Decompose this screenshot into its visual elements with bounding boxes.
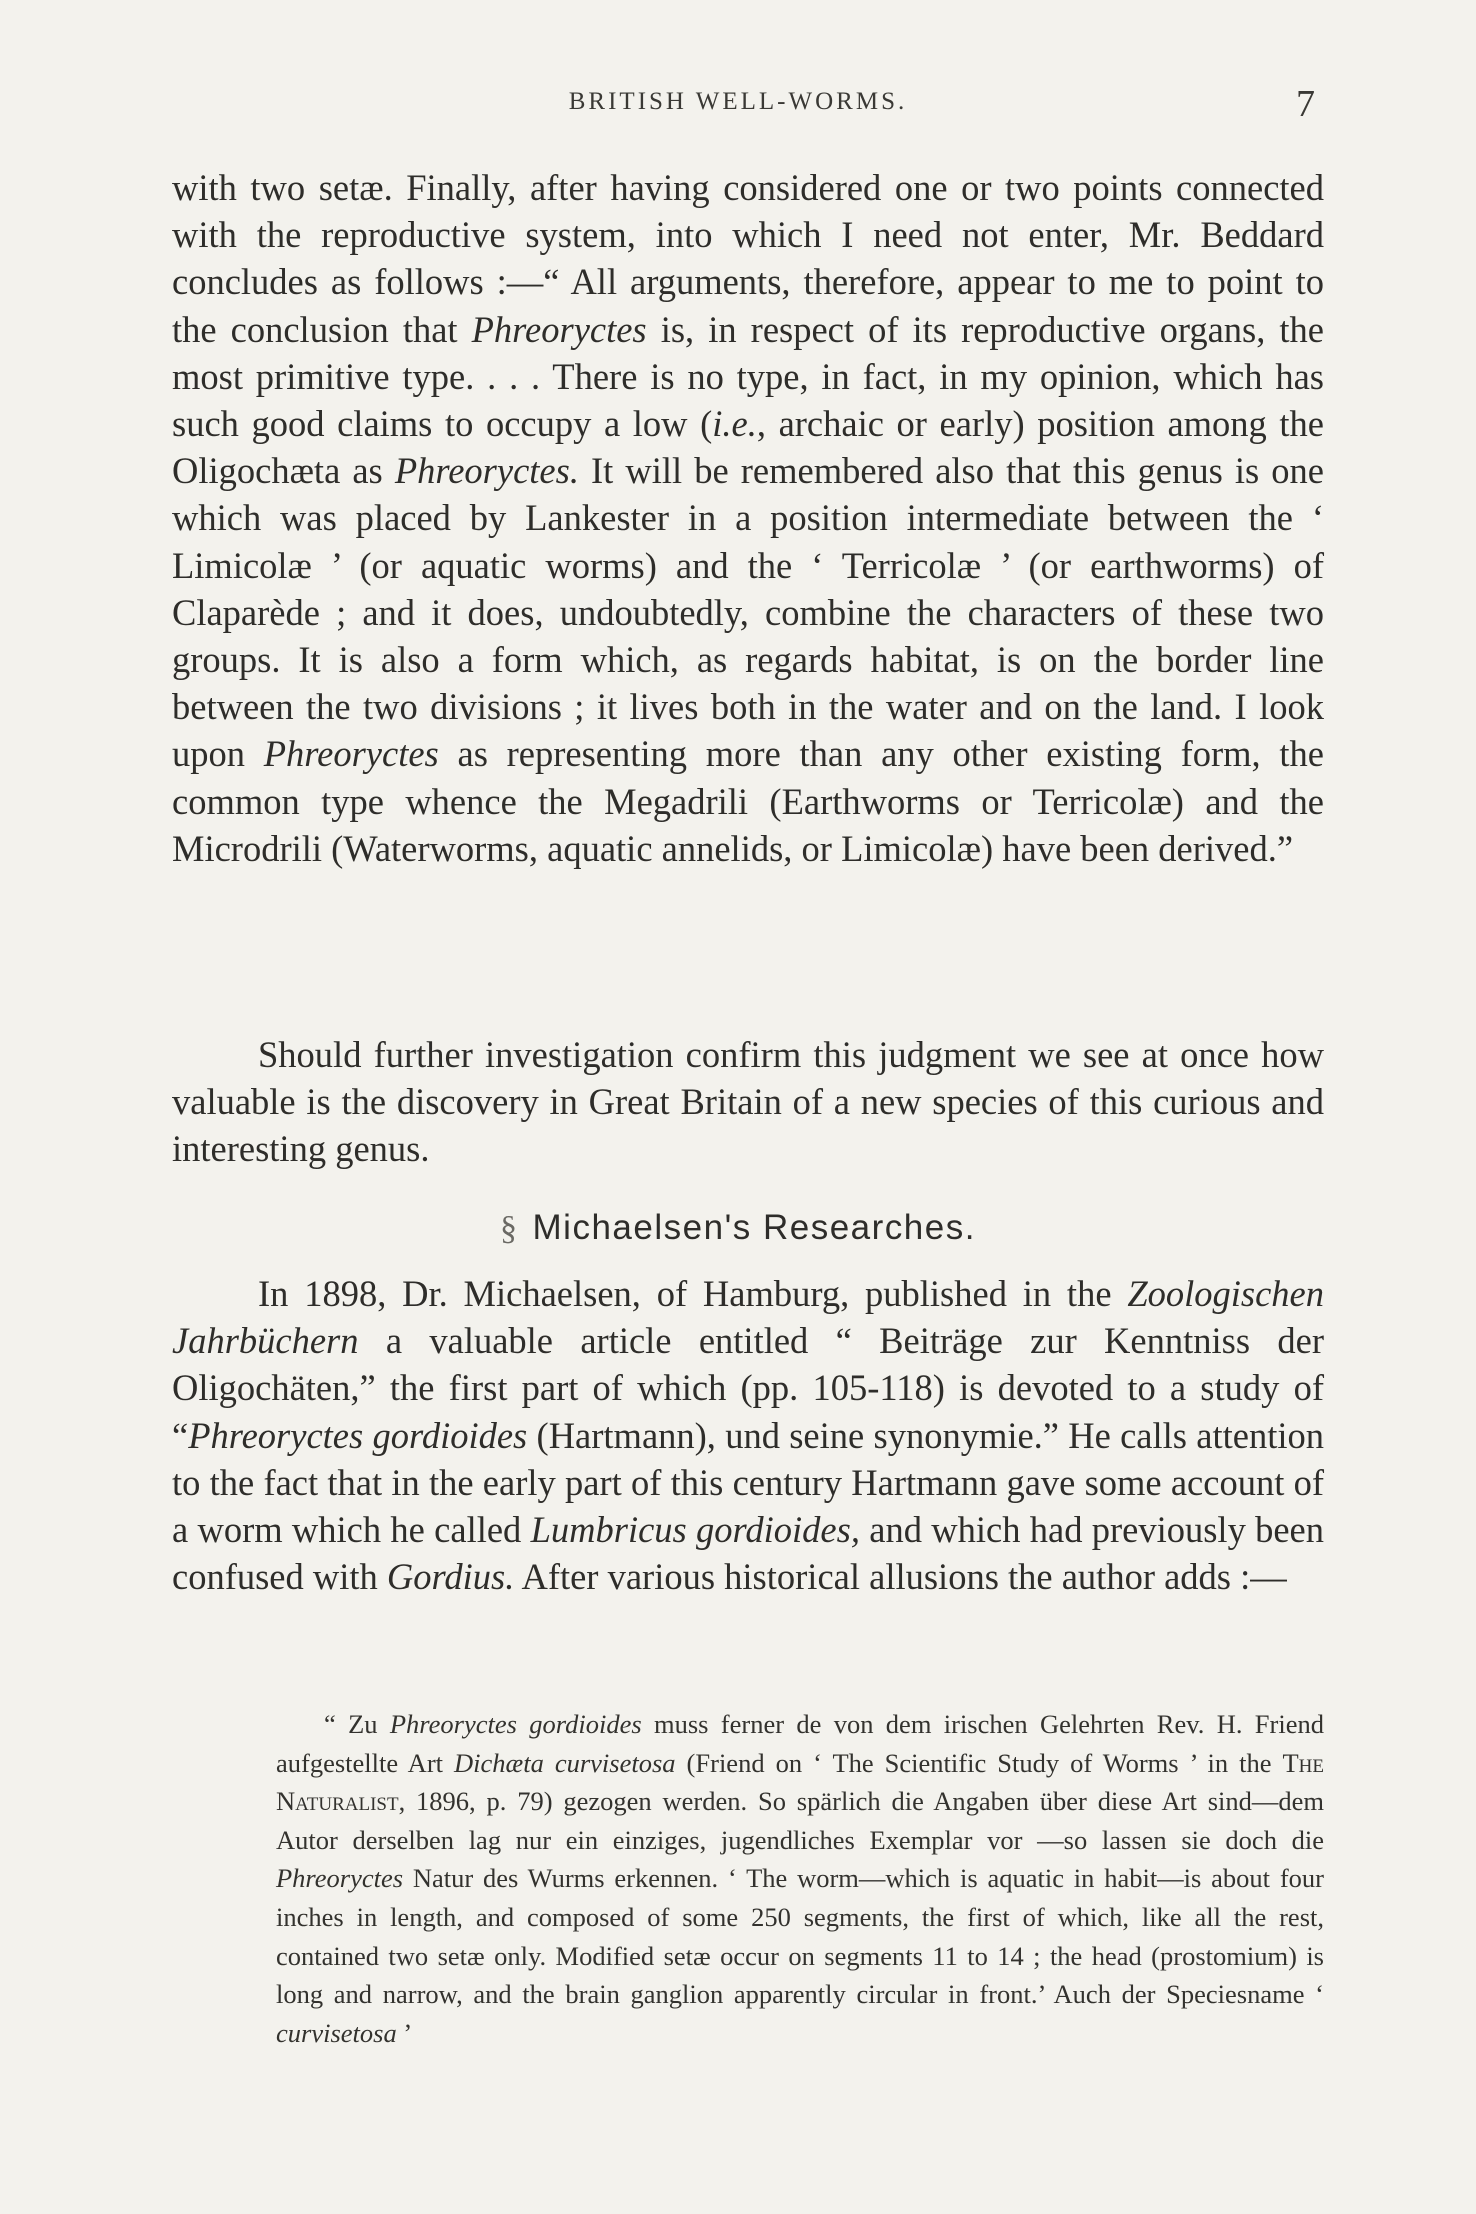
taxon-name: Phreoryctes. [394,450,579,492]
section-mark: § [500,1210,519,1247]
taxon-name: Phreoryctes gordioides [389,1709,642,1739]
species-name: curvisetosa [276,2017,397,2048]
section-title: Michaelsen's Researches. [532,1208,976,1247]
journal-title: The Naturalist [276,1747,1324,1817]
taxon-name: Dichæta curvisetosa [454,1747,676,1778]
running-head: BRITISH WELL-WORMS. [568,88,908,115]
taxon-name: Gordius. [386,1556,515,1598]
paragraph-michaelsen: In 1898, Dr. Michaelsen, of Hamburg, published in the Zoologischen Jahrbüchern a valuable article entitled “ Beiträge zur Kenntniss der Oligochäten,” the first part of which (pp. 105-118) is devoted to a study of “Phreoryctes gordioides (Hartmann), und seine synonymie.” He calls attention to the fact that in the early part of this century Hartmann gave some account of a worm which he called Lumbricus gordioides, and which had previously been confused with Gordius. After various historical allusions the author adds :— [172,1273,1325,1598]
paragraph-judgment: Should further investigation confirm this judgment we see at once how valuable is the discovery in Great Britain of a new species of this curious and interesting genus. [172,1034,1324,1170]
journal-title: Zoologischen Jahrbüchern [172,1273,1324,1362]
abbreviation: i.e. [712,403,757,445]
taxon-name: Phreoryctes [471,308,647,350]
page-number: 7 [1296,83,1315,125]
taxon-name: Phreoryctes gordioides [188,1414,528,1456]
taxon-name: Lumbricus gordioides, [530,1509,860,1551]
german-block-quote: “ Zu Phreoryctes gordioides muss ferner de von dem irischen Gelehrten Rev. H. Friend aufgestellte Art Dichæta curvisetosa (Friend on ‘ The Scientific Study of Worms ’ in the The Naturalist, 1896, p. 79) gezogen werden. So spärlich die Angaben über diese Art sind—dem Autor derselben lag nur ein einziges, jugendliches Exemplar vor —so lassen sie doch die Phreoryctes Natur des Wurms erkennen. ‘ The worm—which is aquatic in habit—is about four inches in length, and composed of some 250 segments, the first of which, like all the rest, contained two setæ only. Modified setæ occur on segments 11 to 14 ; the head (prostomium) is long and narrow, and the brain ganglion apparently circular in front.’ Auch der Speciesname ‘ curvisetosa ’ [276,1709,1324,2048]
section-heading [0,1208,1476,1248]
taxon-name: Phreoryctes [276,1863,404,1894]
taxon-name: Phreoryctes [263,733,439,775]
paragraph-beddard-quote: with two setæ. Finally, after having considered one or two points connected with the reproductive system, into which I need not enter, Mr. Beddard concludes as follows :—“ All arguments, therefore, appear to me to point to the conclusion that Phreoryctes is, in respect of its reproductive organs, the most primitive type. . . . There is no type, in fact, in my opinion, which has such good claims to occupy a low (i.e., archaic or early) position among the Oligochæta as Phreoryctes. It will be remembered also that this genus is one which was placed by Lankester in a position intermediate between the ‘ Limicolæ ’ (or aquatic worms) and the ‘ Terricolæ ’ (or earthworms) of Claparède ; and it does, undoubtedly, combine the characters of these two groups. It is also a form which, as regards habitat, is on the border line between the two divisions ; it lives both in the water and on the land. I look upon Phreoryctes as representing more than any other existing form, the common type whence the Megadrili (Earthworms or Terricolæ) and the Microdrili (Waterworms, aquatic annelids, or Limicolæ) have been derived.” [172,167,1325,869]
